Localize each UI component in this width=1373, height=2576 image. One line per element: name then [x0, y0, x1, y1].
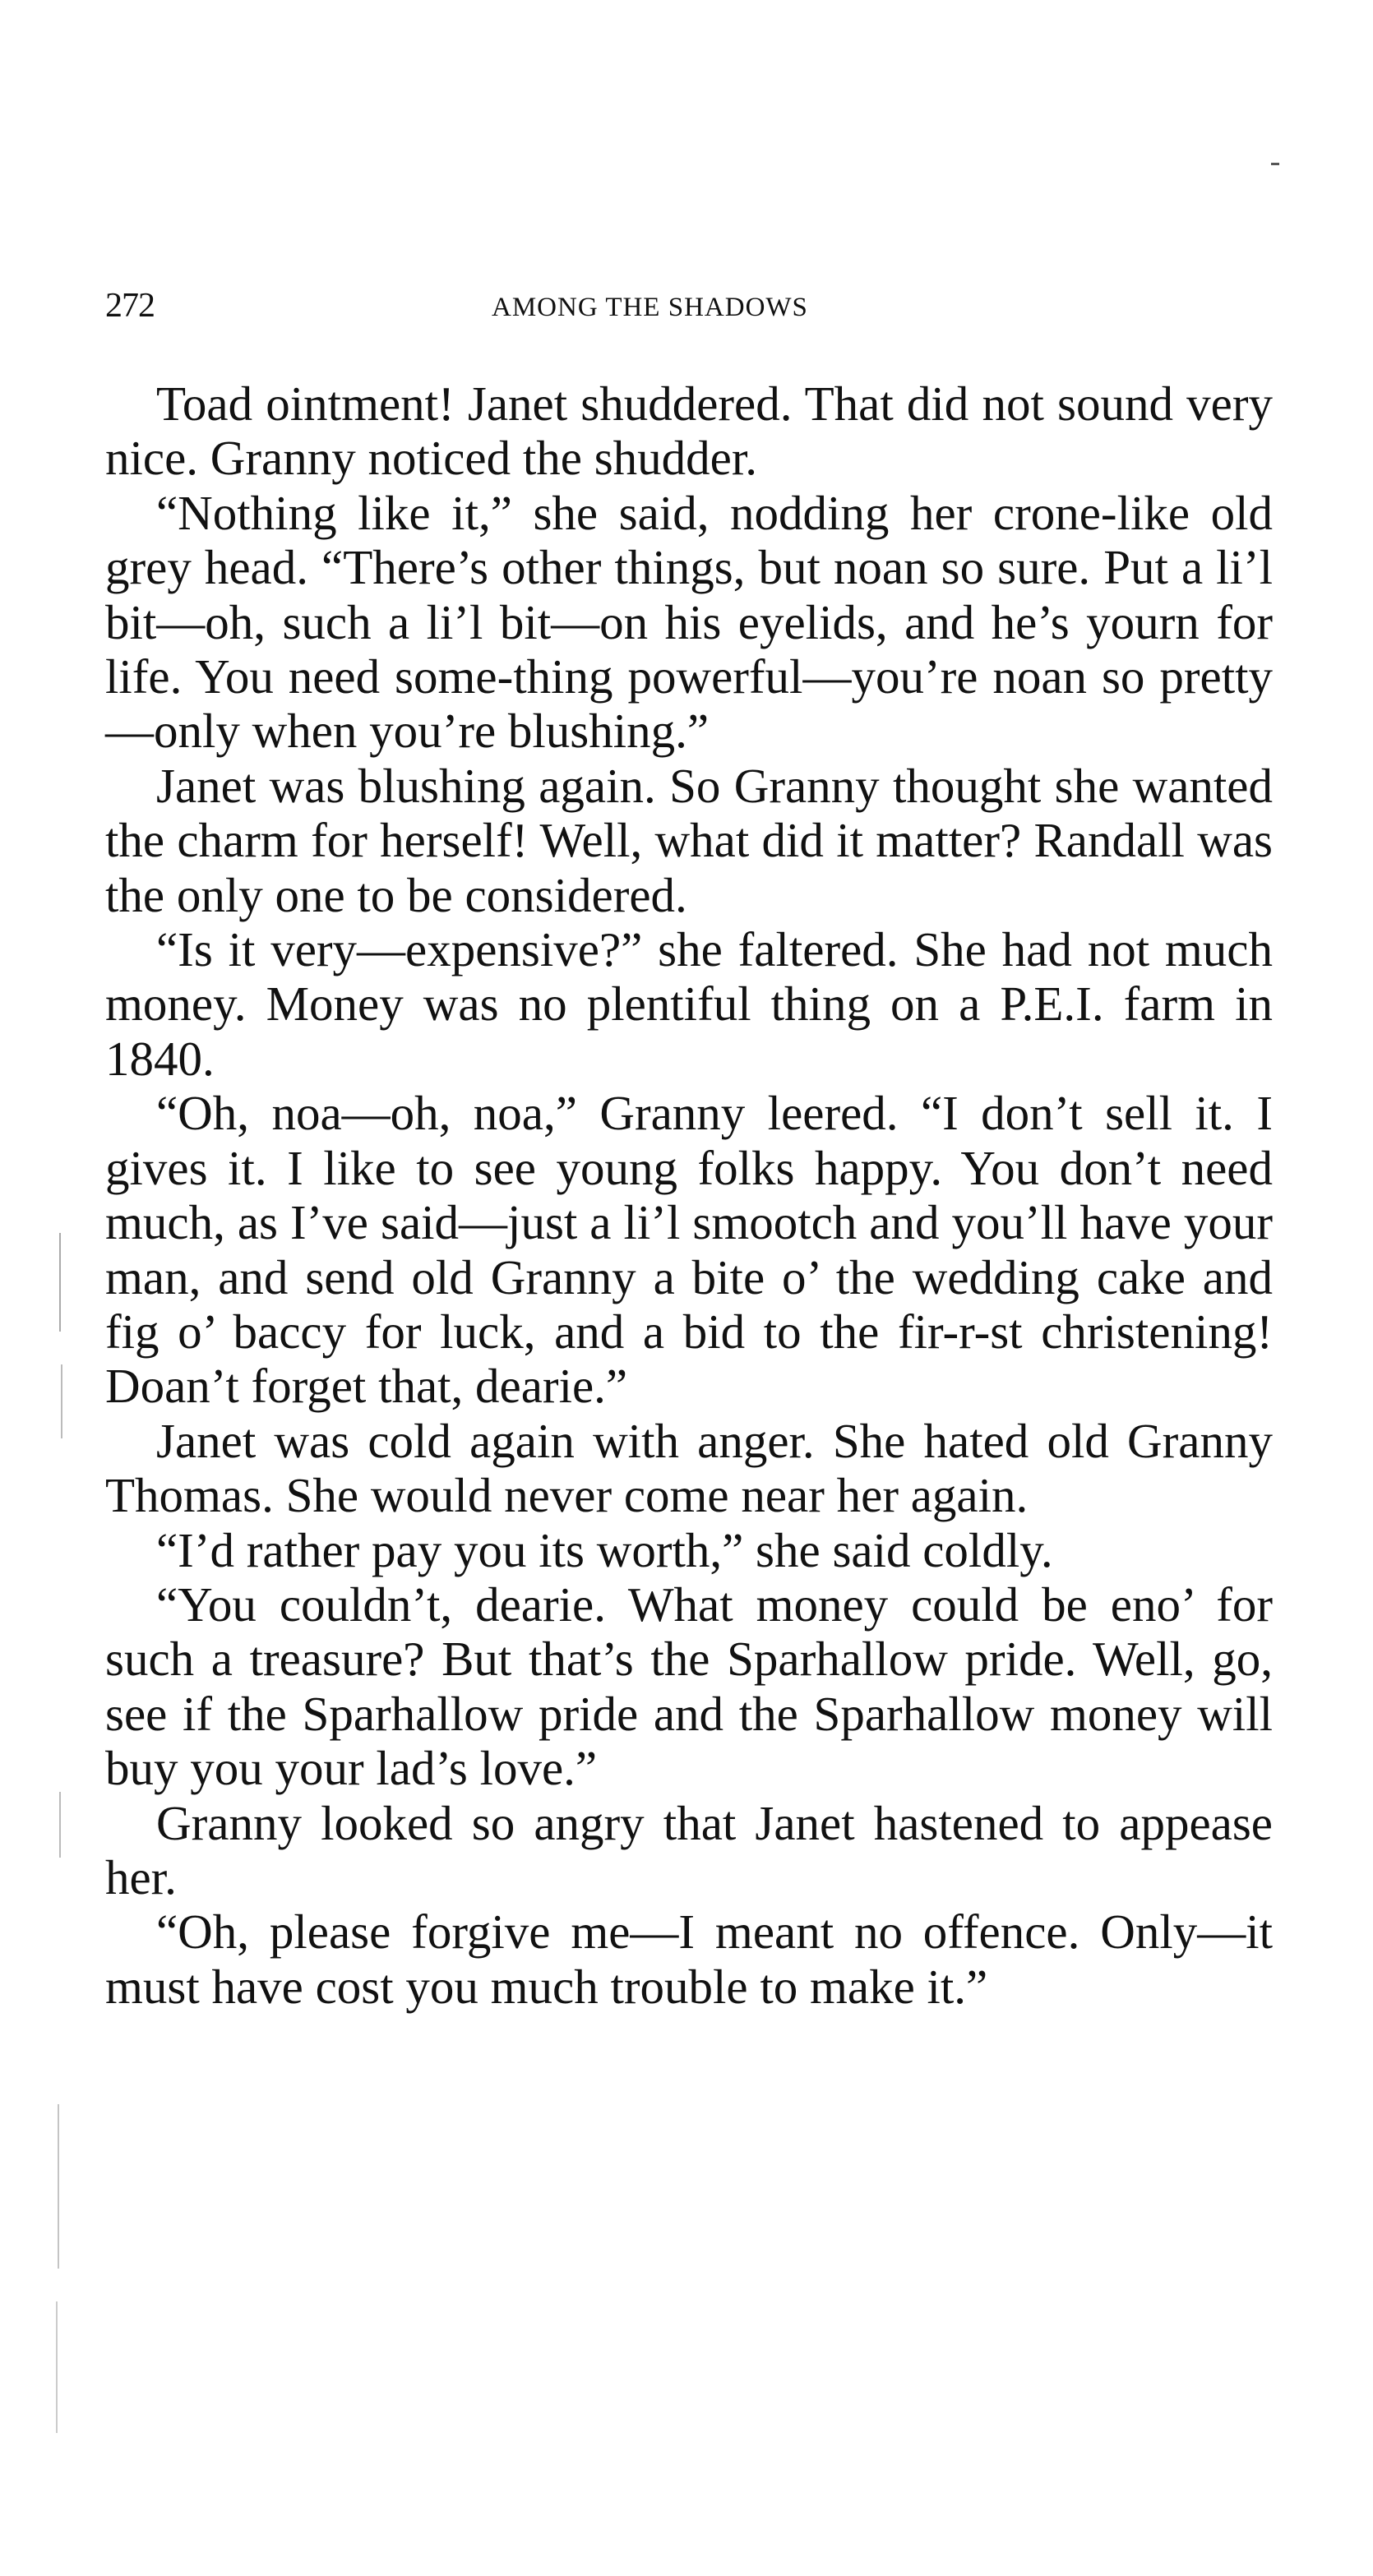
page-number: 272: [105, 287, 155, 325]
paragraph: “Oh, please forgive me—I meant no offence. Only—it must have cost you much trouble to make it.”: [105, 1904, 1273, 2014]
scan-mark: [1271, 163, 1279, 165]
scan-mark: [58, 2104, 59, 2269]
scan-mark: [61, 1364, 62, 1438]
body-text: [105, 376, 1273, 2014]
paragraph: “You couldn’t, dearie. What money could be eno’ for such a treasure? But that’s the Sparhallow pride. Well, go, see if the Sparhallow pride and the Sparhallow money will buy you your lad’s love.”: [105, 1577, 1273, 1796]
paragraph: Janet was blushing again. So Granny thought she wanted the charm for herself! Well, what did it matter? Randall was the only one to be considered.: [105, 758, 1273, 922]
paragraph: “Nothing like it,” she said, nodding her crone-like old grey head. “There’s other things, but noan so sure. Put a li’l bit—oh, such a li’l bit—on his eyelids, and he’s yourn for life. You need some-thing powerful—you’re noan so pretty—only when you’re blushing.”: [105, 485, 1273, 759]
scan-mark: [59, 1233, 61, 1332]
scan-mark: [56, 2301, 58, 2433]
paragraph: Granny looked so angry that Janet hastened to appease her.: [105, 1795, 1273, 1904]
scan-mark: [59, 1792, 61, 1858]
paragraph: “Oh, noa—oh, noa,” Granny leered. “I don’t sell it. I gives it. I like to see young folks happy. You don’t need much, as I’ve said—just a li’l smootch and you’ll have your man, and send old Granny a bite o’ the wedding cake and fig o’ baccy for luck, and a bid to the fir-r-st christening! Doan’t forget that, dearie.”: [105, 1086, 1273, 1414]
page-header: [105, 286, 1273, 327]
paragraph: “I’d rather pay you its worth,” she said coldly.: [156, 1522, 1053, 1577]
running-title: AMONG THE SHADOWS: [492, 293, 808, 322]
paragraph: Janet was cold again with anger. She hated old Granny Thomas. She would never come near her again.: [105, 1413, 1273, 1523]
paragraph: Toad ointment! Janet shuddered. That did not sound very nice. Granny noticed the shudder.: [105, 376, 1273, 486]
paragraph: “Is it very—expensive?” she faltered. She had not much money. Money was no plentiful thing on a P.E.I. farm in 1840.: [105, 922, 1273, 1086]
